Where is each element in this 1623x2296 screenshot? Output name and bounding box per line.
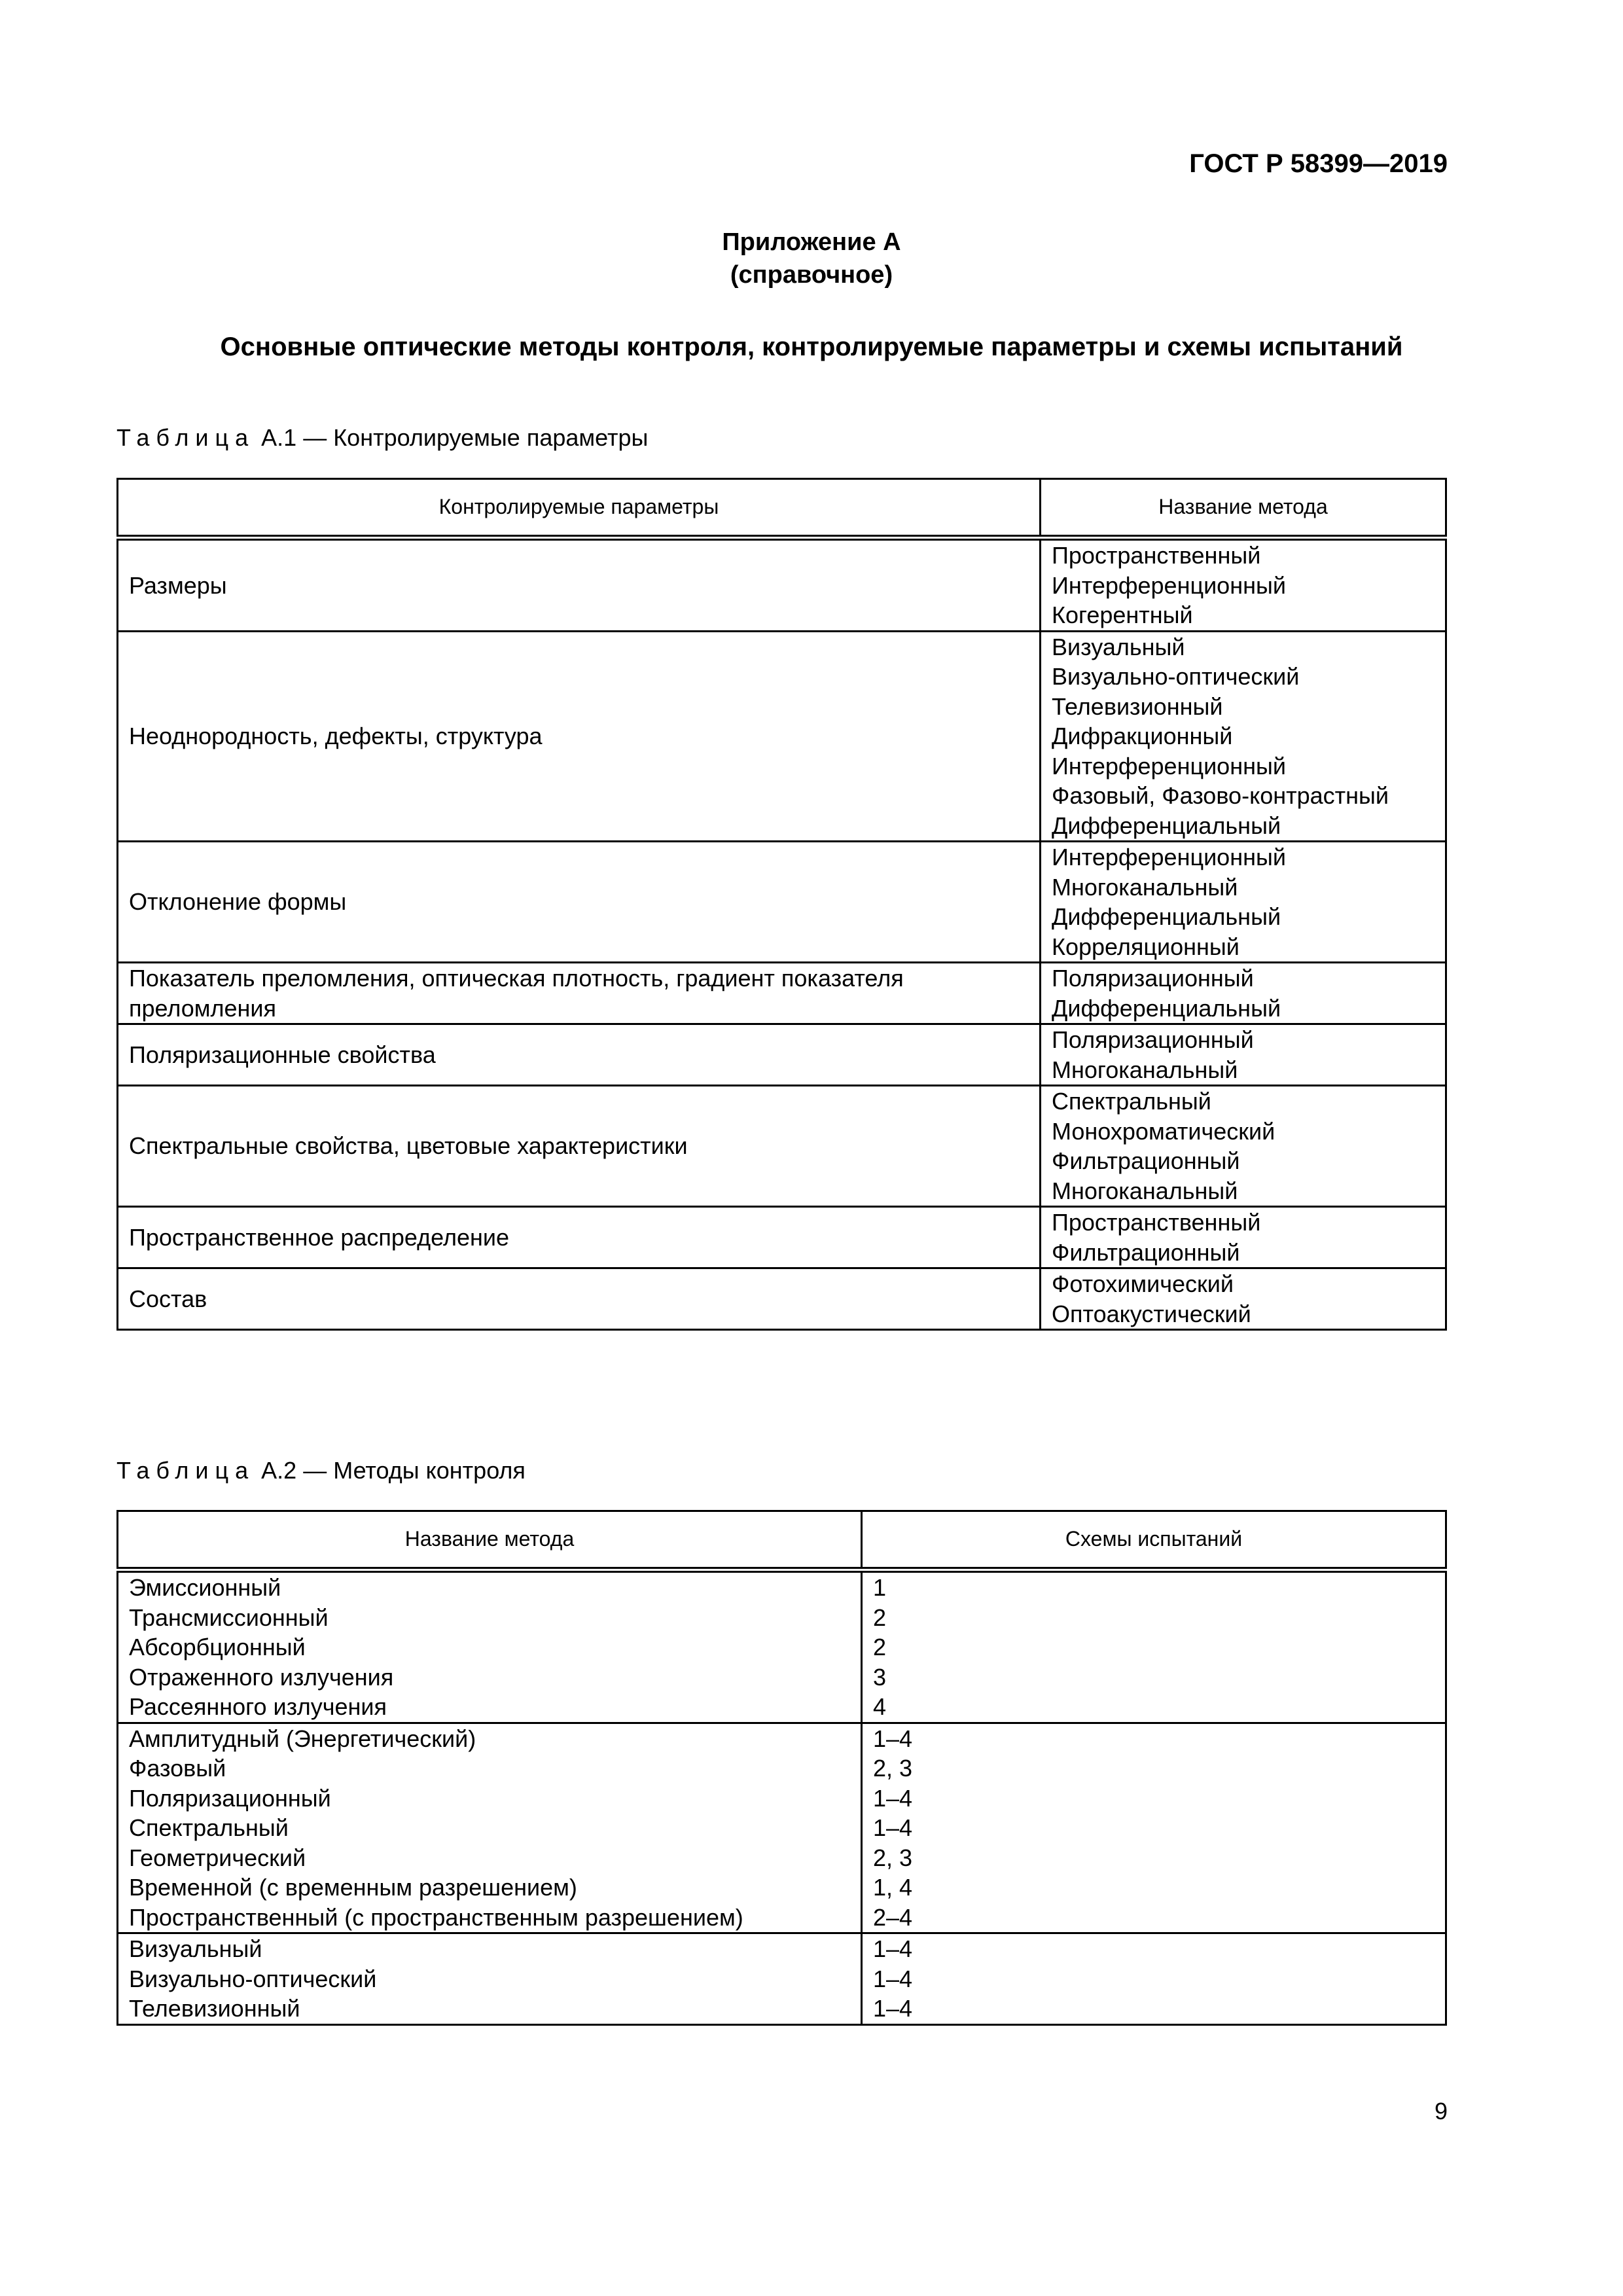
table2-header-method: Название метода (118, 1511, 862, 1570)
table1-method-item: Фильтрационный (1052, 1238, 1240, 1266)
table2-method-item: Эмиссионный (129, 1574, 281, 1601)
table1-method-item: Дифференциальный (1052, 994, 1281, 1022)
table2-scheme-item: 2–4 (873, 1903, 913, 1931)
table1-method-item: Интерференционный (1052, 844, 1286, 870)
table1-method-item: Дифференциальный (1052, 903, 1281, 930)
table1-method-item: Фотохимический (1052, 1270, 1234, 1297)
table1-caption-word: Таблица (116, 424, 255, 451)
document-code: ГОСТ Р 58399—2019 (1189, 149, 1448, 178)
table1-methods-cell (1041, 1268, 1446, 1330)
table1-method-item: Дифракционный (1052, 723, 1233, 749)
table2-scheme-item: 1, 4 (873, 1874, 913, 1901)
table2-method-item: Визуальный (129, 1935, 262, 1962)
table1-method-item: Спектральный (1052, 1088, 1211, 1115)
table1-method-item: Интерференционный (1052, 571, 1286, 599)
table1-method-item: Телевизионный (1052, 692, 1223, 720)
table1-method-item: Оптоакустический (1052, 1300, 1251, 1327)
table1-parameter-cell: Пространственное распределение (118, 1207, 1041, 1268)
table2-scheme-item: 1–4 (873, 1995, 913, 2022)
table2-methods-cell (118, 1723, 862, 1933)
table2-scheme-item: 2 (873, 1634, 887, 1660)
table1-methods-cell (1041, 842, 1446, 963)
table2-method-item: Отраженного излучения (129, 1663, 394, 1691)
table2-method-item: Амплитудный (Энергетический) (129, 1725, 476, 1752)
table2-method-item: Абсорбционный (129, 1634, 306, 1660)
table1-parameter-cell: Спектральные свойства, цветовые характеристики (118, 1086, 1041, 1207)
table2-method-item: Телевизионный (129, 1995, 300, 2022)
table2-method-item: Рассеянного излучения (129, 1693, 387, 1720)
table2-row-group (118, 1723, 1446, 1933)
table1-parameter-cell: Отклонение формы (118, 842, 1041, 963)
appendix-subtitle: (справочное) (730, 261, 893, 289)
table2-row-group (118, 1933, 1446, 2025)
table2-methods-cell (118, 1570, 862, 1723)
table1-parameter-cell: Размеры (118, 538, 1041, 632)
table1-header-parameters: Контролируемые параметры (118, 479, 1041, 538)
table2-method-item: Геометрический (129, 1844, 306, 1871)
table1-parameter-cell: Показатель преломления, оптическая плотность, градиент показателя преломления (118, 963, 1041, 1024)
table2-schemes-cell (862, 1933, 1446, 2025)
table2-scheme-item: 2, 3 (873, 1755, 913, 1782)
table1-parameter-cell: Поляризационные свойства (118, 1024, 1041, 1086)
appendix-heading (0, 226, 1623, 291)
table2-scheme-item: 1 (873, 1574, 887, 1601)
table1-method-item: Пространственный (1052, 1209, 1261, 1236)
table1-methods-cell (1041, 1024, 1446, 1086)
table2-method-item: Временной (с временным разрешением) (129, 1874, 577, 1901)
table1-method-item: Когерентный (1052, 601, 1193, 628)
table1-parameter-cell: Неоднородность, дефекты, структура (118, 631, 1041, 842)
table2-scheme-item: 1–4 (873, 1784, 913, 1812)
table2-method-item: Спектральный (129, 1814, 289, 1841)
table1-row (118, 963, 1446, 1024)
table1-method-item: Многоканальный (1052, 1056, 1238, 1083)
table1-parameter-cell: Состав (118, 1268, 1041, 1330)
table1-caption (116, 424, 648, 452)
table1-method-item: Монохроматический (1052, 1117, 1275, 1145)
table2-scheme-item: 1–4 (873, 1965, 913, 1992)
appendix-title: Приложение А (722, 228, 901, 256)
table1-method-item: Пространственный (1052, 542, 1261, 569)
table1-row (118, 631, 1446, 842)
table2-method-item: Пространственный (с пространственным разрешением) (129, 1903, 743, 1931)
table2-caption (116, 1457, 526, 1484)
table2-scheme-item: 1–4 (873, 1725, 913, 1752)
table2-scheme-item: 2, 3 (873, 1844, 913, 1871)
table2-methods-cell (118, 1933, 862, 2025)
table1-controlled-parameters (116, 478, 1447, 1331)
table1-methods-cell (1041, 538, 1446, 632)
table2-scheme-item: 3 (873, 1663, 887, 1691)
table1-methods-cell (1041, 1086, 1446, 1207)
table2-header-schemes: Схемы испытаний (862, 1511, 1446, 1570)
table1-methods-cell (1041, 1207, 1446, 1268)
table1-method-item: Визуально-оптический (1052, 663, 1300, 690)
table2-schemes-cell (862, 1723, 1446, 1933)
table2-method-item: Фазовый (129, 1755, 226, 1782)
table1-caption-text: А.1 — Контролируемые параметры (261, 424, 649, 451)
table1-method-item: Многоканальный (1052, 1177, 1238, 1204)
table1-method-item: Фильтрационный (1052, 1147, 1240, 1174)
table2-method-item: Трансмиссионный (129, 1604, 329, 1631)
table2-method-item: Визуально-оптический (129, 1965, 377, 1992)
table2-scheme-item: 1–4 (873, 1814, 913, 1841)
table1-header-method: Название метода (1041, 479, 1446, 538)
page-number: 9 (1434, 2098, 1448, 2125)
table2-scheme-item: 2 (873, 1604, 887, 1631)
table2-scheme-item: 4 (873, 1693, 887, 1720)
table1-row (118, 1207, 1446, 1268)
table1-row (118, 842, 1446, 963)
table1-method-item: Многоканальный (1052, 873, 1238, 901)
table2-method-item: Поляризационный (129, 1784, 331, 1812)
table2-caption-text: А.2 — Методы контроля (261, 1457, 526, 1484)
table1-method-item: Поляризационный (1052, 1026, 1254, 1053)
table1-method-item: Интерференционный (1052, 752, 1286, 780)
table1-row (118, 538, 1446, 632)
table1-method-item: Дифференциальный (1052, 812, 1281, 839)
table1-row (118, 1086, 1446, 1207)
table2-caption-word: Таблица (116, 1457, 255, 1484)
main-title: Основные оптические методы контроля, контролируемые параметры и схемы испытаний (220, 332, 1403, 361)
table2-row-group (118, 1570, 1446, 1723)
table2-control-methods (116, 1510, 1447, 2026)
table1-method-item: Визуальный (1052, 633, 1185, 660)
table1-methods-cell (1041, 963, 1446, 1024)
table1-methods-cell (1041, 631, 1446, 842)
table1-method-item: Поляризационный (1052, 965, 1254, 992)
table1-method-item: Корреляционный (1052, 933, 1240, 960)
table1-method-item: Фазовый, Фазово-контрастный (1052, 782, 1389, 809)
table2-scheme-item: 1–4 (873, 1935, 913, 1962)
table1-row (118, 1268, 1446, 1330)
table2-schemes-cell (862, 1570, 1446, 1723)
table1-row (118, 1024, 1446, 1086)
